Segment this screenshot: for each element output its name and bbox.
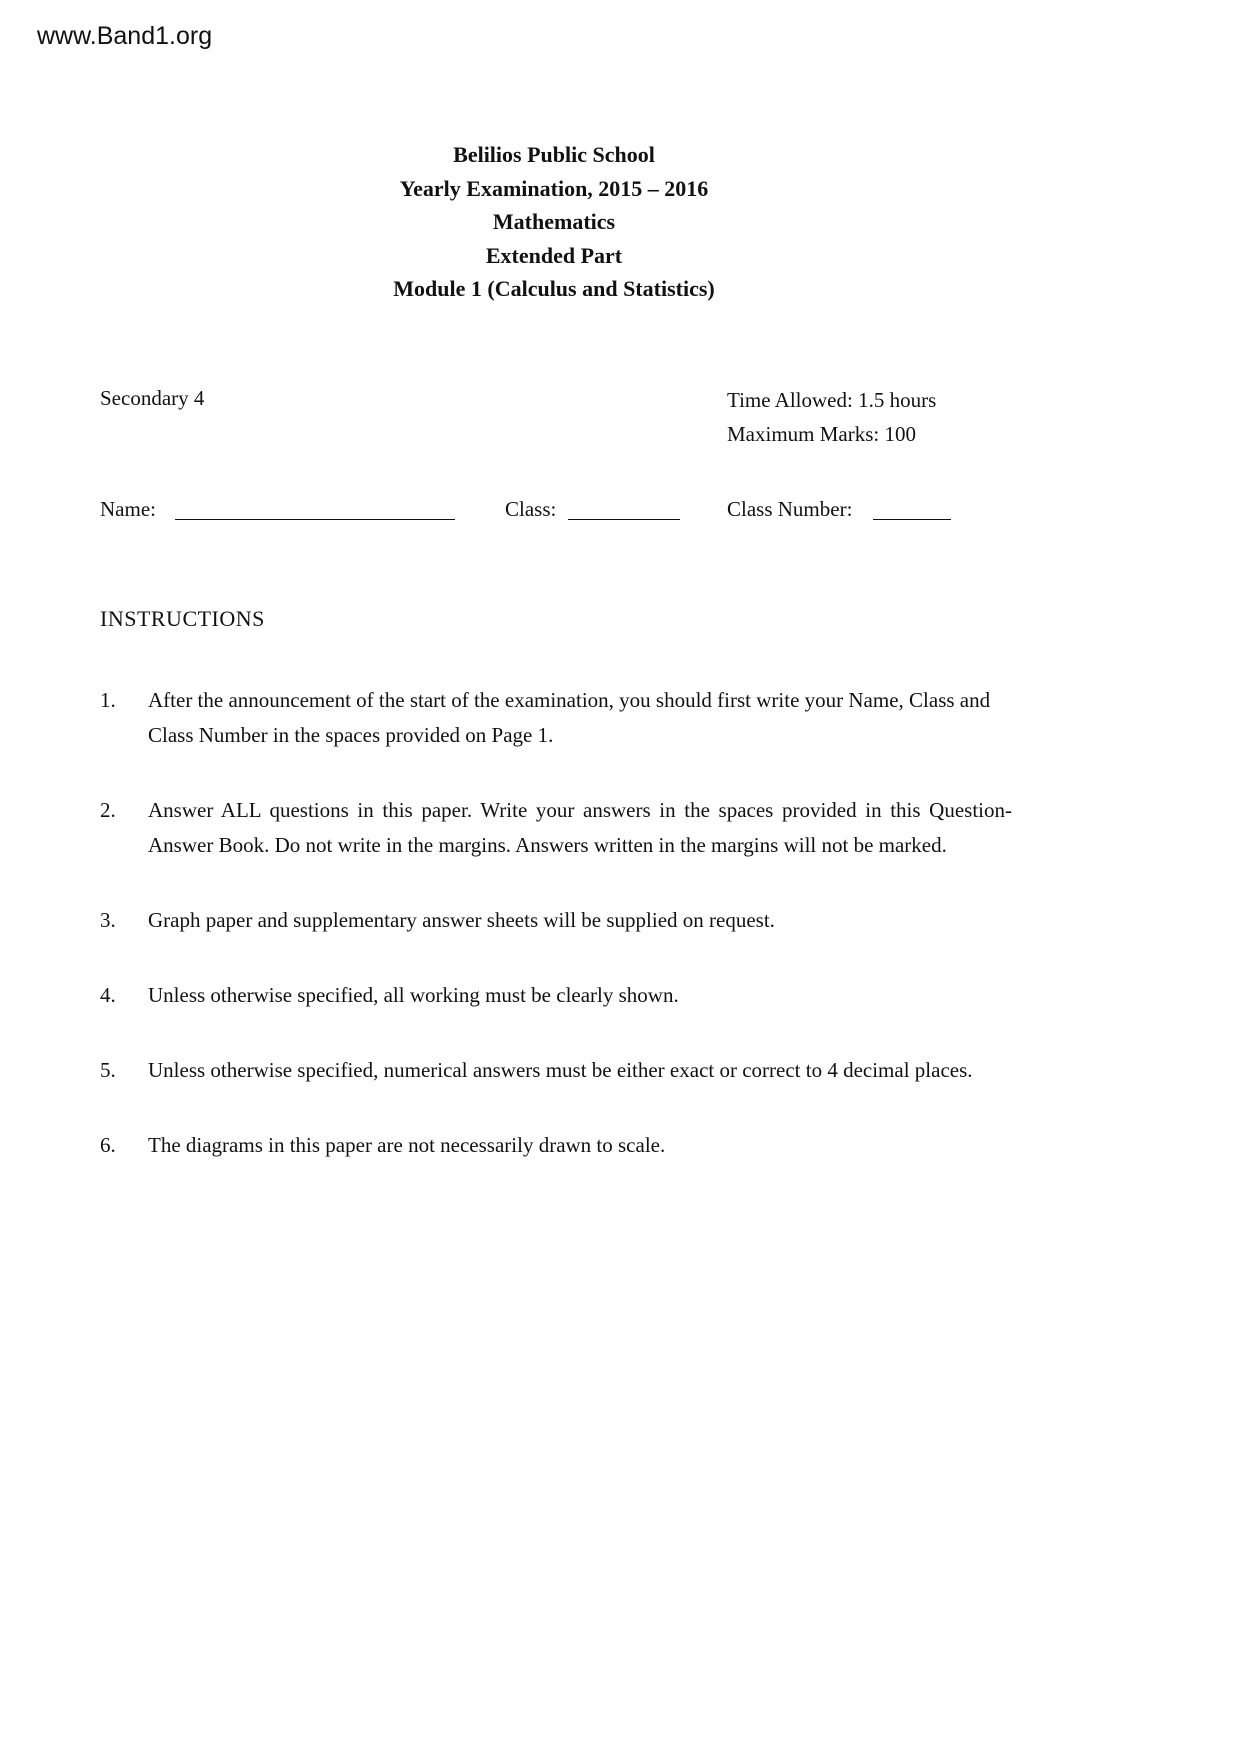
paper-part: Extended Part [485,242,623,268]
time-allowed: Time Allowed: 1.5 hours [727,388,937,412]
instruction-text: The diagrams in this paper are not necessarily drawn to scale. [148,1133,666,1157]
module-name: Module 1 (Calculus and Statistics) [393,276,715,301]
instruction-text: Answer ALL questions in this paper. Write your answers in the spaces provided in this Question-Answer Book. Do not write in the margins. Answers written in the margins will not be marked. [148,798,1012,857]
exam-name: Yearly Examination, 2015 – 2016 [399,175,709,201]
instruction-text: After the announcement of the start of the examination, you should first write your Name, Class and Class Number in the spaces provided on Page 1. [148,688,991,747]
exam-limits [727,384,936,451]
instruction-item [100,793,1012,863]
instruction-number: 4. [100,983,116,1007]
watermark-url: www.Band1.org [37,22,213,50]
school-name: Belilios Public School [453,142,655,167]
instruction-list [100,683,1012,1203]
class-number-blank [873,519,951,520]
class-level: Secondary 4 [100,386,205,410]
instruction-number: 2. [100,798,116,822]
class-label: Class: [505,497,557,521]
maximum-marks: Maximum Marks: 100 [727,421,916,446]
instruction-number: 3. [100,908,116,932]
instruction-number: 1. [100,688,116,712]
subject-name: Mathematics [492,209,616,234]
instruction-item [100,1128,1012,1163]
name-blank [175,519,455,520]
class-blank [568,519,680,520]
instruction-item [100,903,1012,938]
student-details-row [0,497,1240,527]
instruction-item [100,978,1012,1013]
instruction-number: 5. [100,1058,116,1082]
exam-title-block [100,138,1008,306]
instruction-text: Unless otherwise specified, numerical answers must be either exact or correct to 4 decimal places. [148,1058,973,1082]
instruction-text: Unless otherwise specified, all working must be clearly shown. [148,983,679,1007]
class-number-label: Class Number: [727,497,853,521]
instruction-number: 6. [100,1133,116,1157]
instructions-heading: INSTRUCTIONS [100,606,265,631]
instruction-item [100,1053,1012,1088]
instruction-text: Graph paper and supplementary answer sheets will be supplied on request. [148,908,775,932]
instruction-item [100,683,1012,753]
name-label: Name: [100,497,156,521]
